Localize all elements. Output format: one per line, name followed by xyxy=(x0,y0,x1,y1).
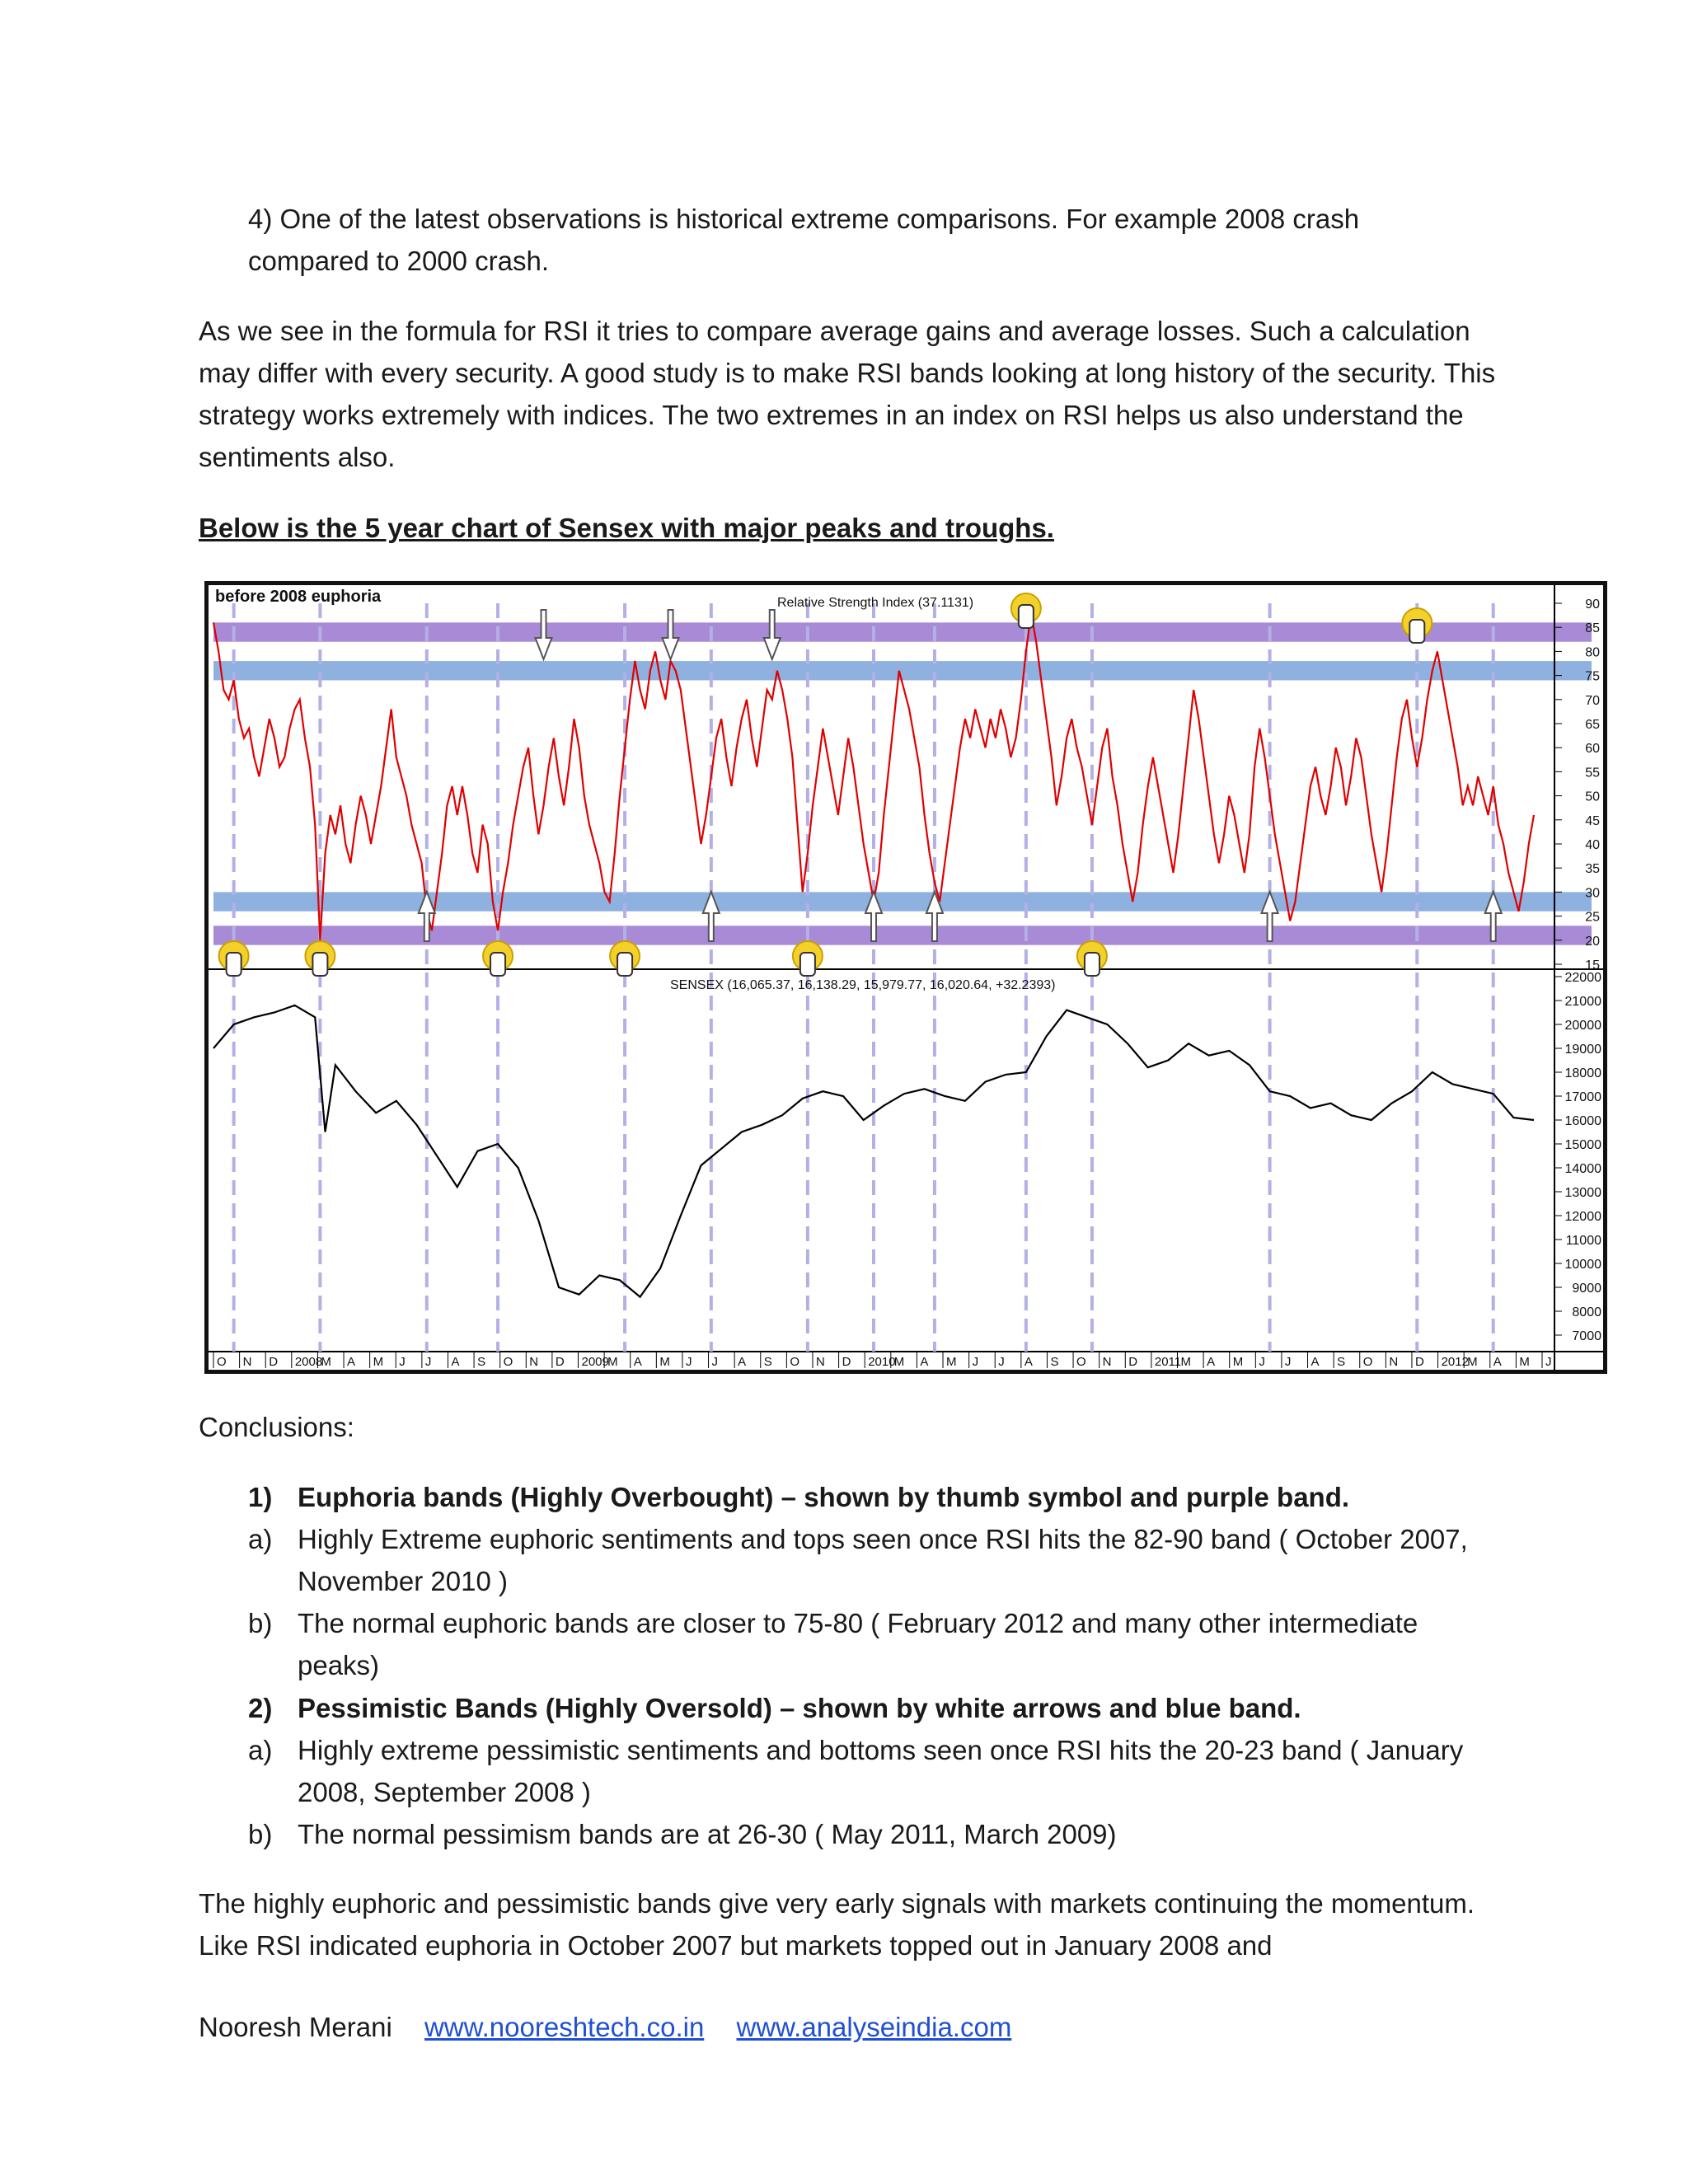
list-text: Highly extreme pessimistic sentiments and bottoms seen once RSI hits the 20-23 band ( January 2008, September 2008 ) xyxy=(298,1735,1464,1807)
sensex-y-tick-label: 7000 xyxy=(1572,1329,1601,1343)
sensex-panel-title: SENSEX (16,065.37, 16,138.29, 15,979.77, 16,020.64, +32.2393) xyxy=(670,978,1056,992)
x-tick-label: M xyxy=(1467,1355,1478,1369)
sensex-y-tick-label: 15000 xyxy=(1564,1138,1601,1152)
x-tick-label: A xyxy=(451,1355,460,1369)
x-tick-label: S xyxy=(477,1355,486,1369)
thumb-icon xyxy=(483,941,513,976)
x-tick-label: 2008 xyxy=(294,1355,323,1369)
x-tick-label: 2011 xyxy=(1154,1355,1182,1369)
x-tick-label: A xyxy=(738,1355,747,1369)
x-tick-label: 2010 xyxy=(868,1355,896,1369)
sensex-y-tick-label: 18000 xyxy=(1564,1066,1601,1080)
x-tick-label: A xyxy=(1024,1355,1033,1369)
rsi-y-tick-label: 60 xyxy=(1585,742,1600,757)
sensex-y-tick-label: 13000 xyxy=(1564,1186,1601,1200)
list-text: Pessimistic Bands (Highly Oversold) – shown by white arrows and blue band. xyxy=(298,1693,1301,1723)
x-tick-label: A xyxy=(633,1355,642,1369)
list-number: a) xyxy=(248,1524,273,1554)
sensex-y-tick-label: 17000 xyxy=(1564,1090,1601,1104)
x-tick-label: J xyxy=(711,1355,719,1369)
thumb-icon xyxy=(793,941,823,976)
x-tick-label: J xyxy=(1545,1355,1552,1369)
footer-link-analyseindia[interactable]: www.analyseindia.com xyxy=(736,2012,1012,2042)
sensex-y-tick-label: 12000 xyxy=(1564,1210,1601,1224)
rsi-y-tick-label: 40 xyxy=(1585,838,1600,852)
x-tick-label: S xyxy=(763,1355,772,1369)
x-tick-label: N xyxy=(242,1355,252,1369)
hand-shape xyxy=(227,953,241,976)
rsi-y-tick-label: 90 xyxy=(1585,598,1600,612)
x-tick-label: 2009 xyxy=(581,1355,609,1369)
x-tick-label: N xyxy=(1102,1355,1112,1369)
hand-shape xyxy=(1019,605,1034,628)
x-tick-label: S xyxy=(1050,1355,1059,1369)
rsi-y-tick-label: 30 xyxy=(1585,886,1600,901)
hand-shape xyxy=(1085,953,1100,976)
x-tick-label: M xyxy=(373,1355,384,1369)
x-tick-label: O xyxy=(503,1355,513,1369)
sensex-y-tick-label: 8000 xyxy=(1572,1305,1601,1319)
x-tick-label: D xyxy=(1414,1355,1424,1369)
sensex-y-tick-label: 14000 xyxy=(1564,1162,1601,1176)
x-tick-label: M xyxy=(1180,1355,1191,1369)
sensex-y-tick-label: 19000 xyxy=(1564,1043,1601,1057)
x-tick-label: D xyxy=(1128,1355,1138,1369)
sensex-y-tick-label: 10000 xyxy=(1564,1258,1601,1272)
x-tick-label: M xyxy=(1519,1355,1530,1369)
sensex-y-tick-label: 21000 xyxy=(1564,995,1601,1009)
rsi-y-tick-label: 85 xyxy=(1585,621,1600,636)
x-tick-label: O xyxy=(1362,1355,1373,1369)
rsi-y-tick-label: 15 xyxy=(1585,958,1600,972)
x-tick-label: S xyxy=(1337,1355,1346,1369)
page-footer xyxy=(199,2006,1011,2048)
thumb-icon xyxy=(219,941,249,976)
x-tick-label: J xyxy=(424,1355,432,1369)
rsi-band xyxy=(213,661,1592,680)
list-number: a) xyxy=(248,1735,273,1765)
x-tick-label: J xyxy=(685,1355,692,1369)
hand-shape xyxy=(312,953,327,976)
footer-link-nooreshtech[interactable]: www.nooreshtech.co.in xyxy=(424,2012,705,2042)
footer-author: Nooresh Merani xyxy=(199,2012,392,2042)
list-number: b) xyxy=(248,1608,273,1638)
x-tick-label: N xyxy=(529,1355,539,1369)
x-tick-label: M xyxy=(946,1355,957,1369)
rsi-y-tick-label: 75 xyxy=(1585,669,1600,684)
paragraph-rsi-formula: As we see in the formula for RSI it tries to compare average gains and average losses. Such a calculation may differ with every security. A good study is to make RSI bands looking at long history of the security. This strategy works extremely with indices. The two extremes in an index on RSI helps us also understand the sentiments also. xyxy=(199,316,1496,472)
rsi-y-tick-label: 80 xyxy=(1585,645,1600,660)
sensex-y-tick-label: 11000 xyxy=(1565,1234,1601,1248)
rsi-y-tick-label: 45 xyxy=(1585,813,1600,828)
x-tick-label: 2012 xyxy=(1441,1355,1469,1369)
hand-shape xyxy=(617,953,632,976)
x-tick-label: N xyxy=(815,1355,825,1369)
sensex-y-tick-label: 20000 xyxy=(1564,1019,1601,1033)
x-tick-label: M xyxy=(321,1355,331,1369)
x-tick-label: O xyxy=(217,1355,227,1369)
x-tick-label: M xyxy=(659,1355,670,1369)
rsi-sensex-chart xyxy=(209,585,1603,1370)
x-tick-label: D xyxy=(269,1355,279,1369)
rsi-band xyxy=(213,926,1592,944)
x-tick-label: A xyxy=(920,1355,929,1369)
sensex-y-tick-label: 9000 xyxy=(1572,1282,1601,1296)
hand-shape xyxy=(800,953,815,976)
x-tick-label: N xyxy=(1389,1355,1399,1369)
list-number: b) xyxy=(248,1819,273,1849)
x-tick-label: J xyxy=(1259,1355,1265,1369)
rsi-panel-title: before 2008 euphoria xyxy=(215,588,382,606)
x-tick-label: O xyxy=(1076,1355,1086,1369)
sensex-y-tick-label: 22000 xyxy=(1564,971,1601,985)
hand-shape xyxy=(1409,620,1424,643)
rsi-y-tick-label: 70 xyxy=(1585,693,1600,708)
sensex-y-tick-label: 16000 xyxy=(1564,1114,1601,1128)
x-tick-label: J xyxy=(399,1355,406,1369)
rsi-y-tick-label: 50 xyxy=(1585,790,1600,804)
x-tick-label: A xyxy=(1207,1355,1216,1369)
x-tick-label: M xyxy=(1232,1355,1244,1369)
list-text: The normal pessimism bands are at 26-30 ( May 2011, March 2009) xyxy=(298,1819,1117,1849)
chart-frame xyxy=(204,581,1607,1374)
x-tick-label: J xyxy=(1284,1355,1292,1369)
list-text: Euphoria bands (Highly Overbought) – shown by thumb symbol and purple band. xyxy=(298,1482,1350,1512)
list-number: 2) xyxy=(248,1693,273,1723)
rsi-band xyxy=(213,622,1592,641)
paragraph-early-signals: The highly euphoric and pessimistic bands give very early signals with markets continuing the momentum. Like RSI indicated euphoria in October 2007 but markets topped out in January 2008 and xyxy=(199,1888,1475,1961)
x-tick-label: A xyxy=(1311,1355,1320,1369)
list-text: Highly Extreme euphoric sentiments and tops seen once RSI hits the 82-90 band ( October 2007, November 2010 ) xyxy=(298,1524,1468,1596)
thumb-icon xyxy=(1077,941,1107,976)
rsi-y-tick-label: 55 xyxy=(1585,766,1600,780)
x-tick-label: M xyxy=(893,1355,905,1369)
chart-heading: Below is the 5 year chart of Sensex with major peaks and troughs. xyxy=(199,513,1054,543)
rsi-y-tick-label: 25 xyxy=(1585,910,1600,925)
rsi-y-tick-label: 20 xyxy=(1585,934,1600,949)
thumb-icon xyxy=(610,941,640,976)
x-tick-label: J xyxy=(972,1355,979,1369)
x-tick-label: M xyxy=(607,1355,618,1369)
hand-shape xyxy=(490,953,505,976)
x-tick-label: D xyxy=(842,1355,851,1369)
x-tick-label: A xyxy=(1493,1355,1502,1369)
x-tick-label: D xyxy=(555,1355,565,1369)
list-item-4: 4) One of the latest observations is historical extreme comparisons. For example 2008 crash compared to 2000 crash. xyxy=(248,204,1360,276)
list-text: The normal euphoric bands are closer to 75-80 ( February 2012 and many other intermediate peaks) xyxy=(298,1608,1418,1680)
rsi-y-tick-label: 35 xyxy=(1585,862,1600,877)
x-tick-label: A xyxy=(347,1355,356,1369)
x-tick-label: J xyxy=(998,1355,1005,1369)
list-number: 1) xyxy=(248,1482,273,1512)
rsi-panel-subtitle: Relative Strength Index (37.1131) xyxy=(777,596,974,610)
rsi-y-tick-label: 65 xyxy=(1585,718,1600,732)
x-tick-label: O xyxy=(790,1355,800,1369)
conclusions-label: Conclusions: xyxy=(199,1412,354,1442)
thumb-icon xyxy=(305,941,335,976)
